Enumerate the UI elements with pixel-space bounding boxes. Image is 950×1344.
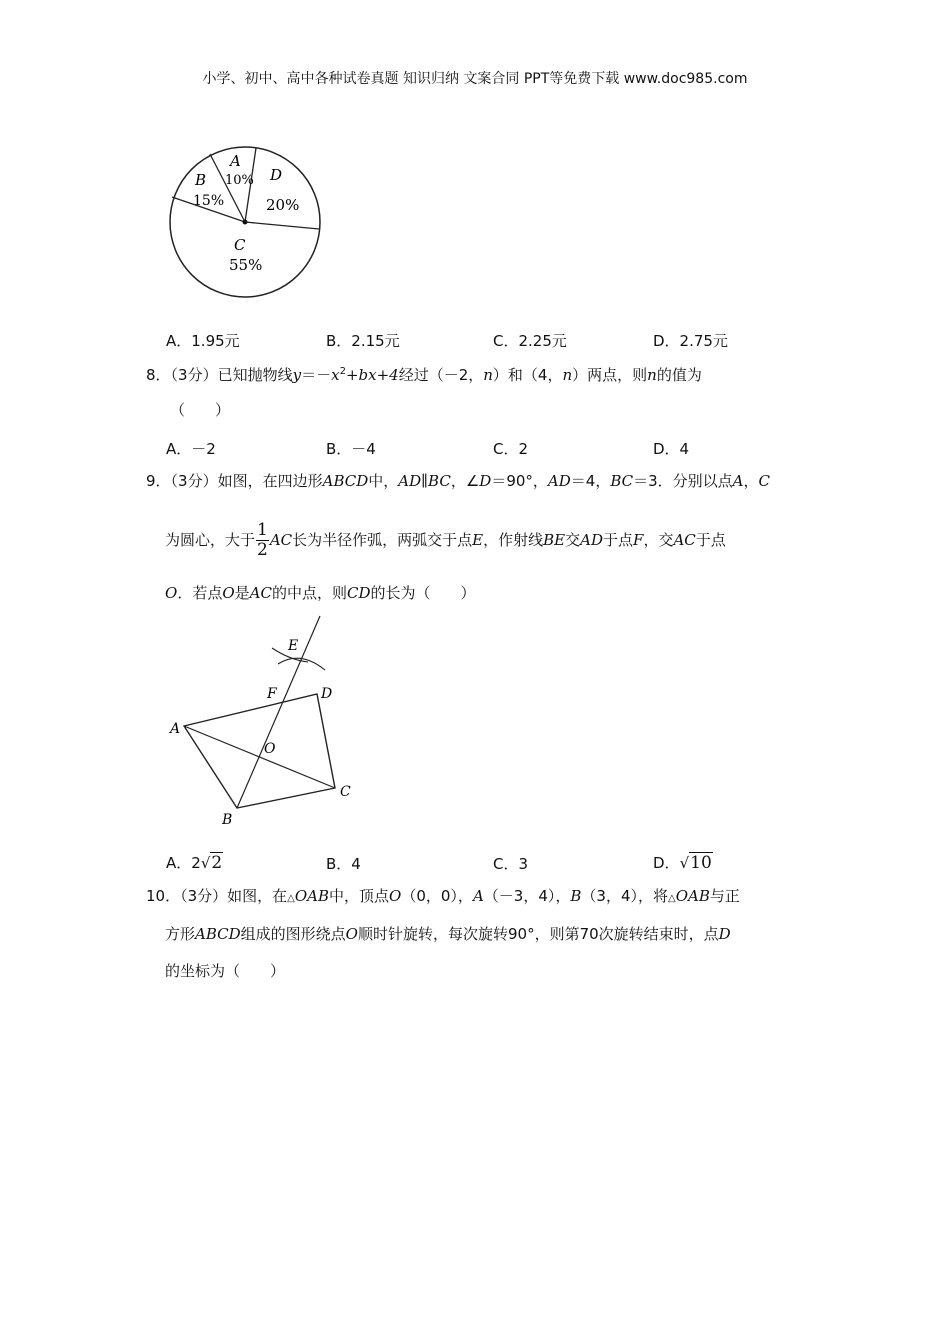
pie-center-dot: [243, 220, 248, 225]
fraction-one-half: $\frac{1}{2}$: [257, 520, 268, 560]
pie-label-d: D: [270, 166, 283, 184]
q8-option-c[interactable]: C．2: [493, 440, 529, 458]
fig-label-a: A: [170, 721, 181, 737]
pie-pct-a: 10%: [225, 173, 254, 188]
pie-pct-d: 20%: [266, 196, 300, 214]
q10-stem-line3: 的坐标为（ ）: [165, 962, 286, 980]
pie-pct-c: 55%: [229, 256, 263, 274]
q8-option-a[interactable]: A．－2: [166, 440, 216, 458]
q9-option-c[interactable]: C．3: [493, 855, 529, 873]
sqrt-symbol: √2: [200, 853, 223, 873]
fig-label-c: C: [340, 784, 351, 800]
q7-option-d[interactable]: D．2.75元: [653, 332, 728, 350]
q8-option-d[interactable]: D．4: [653, 440, 690, 458]
q7-option-c[interactable]: C．2.25元: [493, 332, 567, 350]
q9-option-b[interactable]: B．4: [326, 855, 361, 873]
pie-label-b: B: [195, 171, 207, 189]
q9-stem-line1: 9．（3分）如图，在四边形ABCD中，AD∥BC，∠D＝90°，AD＝4，BC＝3．分别以点A，C: [146, 472, 770, 490]
pie-chart-figure: [160, 140, 340, 310]
q9-geometry-figure: [160, 610, 360, 830]
q9-option-a[interactable]: A．2√2: [166, 853, 223, 873]
fig-label-e: E: [288, 638, 299, 654]
sqrt-symbol: √10: [679, 853, 712, 873]
q8-stem-line1: 8．（3分）已知抛物线$y=-x^2+bx+4$经过（－2，n）和（4，n）两点，则n的值为: [146, 366, 702, 384]
fig-label-o: O: [264, 741, 276, 757]
page-header: 小学、初中、高中各种试卷真题 知识归纳 文案合同 PPT等免费下载 www.doc985.com: [202, 71, 748, 87]
fig-label-b: B: [222, 812, 233, 828]
q8-score: （3分）: [170, 366, 218, 384]
q10-stem-line1: 10．（3分）如图，在△OAB中，顶点O（0，0），A（－3，4），B（3，4），将△OAB与正: [146, 887, 740, 905]
q9-stem-line3: O．若点O是AC的中点，则CD的长为（ ）: [165, 584, 476, 602]
q10-score: （3分）: [180, 887, 228, 905]
q10-stem-line2: 方形ABCD组成的图形绕点O顺时针旋转，每次旋转90°，则第70次旋转结束时，点D: [165, 925, 731, 943]
q9-option-d[interactable]: D．√10: [653, 853, 712, 873]
pie-label-c: C: [234, 236, 246, 254]
q7-option-a[interactable]: A．1.95元: [166, 332, 240, 350]
q9-stem-line2: 为圆心，大于 $\frac{1}{2}$ AC长为半径作弧，两弧交于点E，作射线BE交AD于点F，交AC于点: [165, 520, 726, 560]
fig-label-f: F: [267, 686, 277, 702]
ray-be: [237, 616, 320, 808]
pie-pct-b: 15%: [193, 193, 225, 209]
q9-score: （3分）: [170, 472, 218, 490]
q7-option-b[interactable]: B．2.15元: [326, 332, 400, 350]
fig-label-d: D: [321, 686, 333, 702]
q8-option-b[interactable]: B．－4: [326, 440, 376, 458]
pie-divider-dc: [245, 222, 319, 229]
q8-number: 8．: [146, 366, 171, 384]
pie-label-a: A: [230, 152, 241, 170]
q8-answer-blank: （ ）: [170, 401, 231, 419]
quadrilateral-abcd: [184, 694, 335, 808]
q10-number: 10．: [146, 887, 181, 905]
q9-number: 9．: [146, 472, 171, 490]
